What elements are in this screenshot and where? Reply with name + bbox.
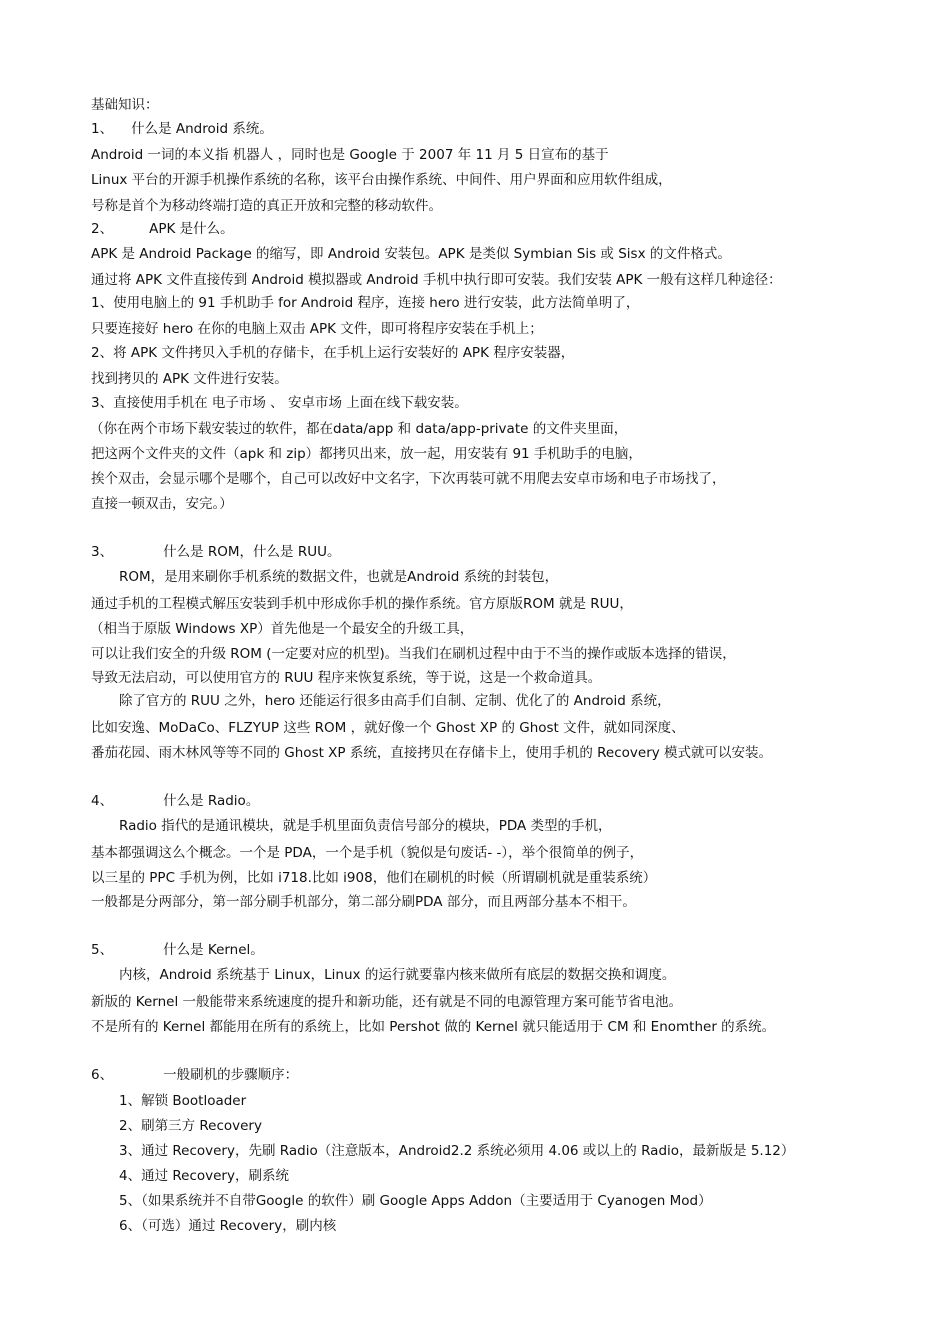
section-title-text: 一般刷机的步骤顺序： bbox=[163, 1067, 299, 1083]
section-number: 5、 bbox=[91, 942, 114, 958]
paragraph-line: 以三星的 PPC 手机为例，比如 i718.比如 i908，他们在刷机的时候（所谓刷机就是重装系统） bbox=[91, 870, 657, 886]
paragraph-line: 导致无法启动，可以使用官方的 RUU 程序来恢复系统，等于说，这是一个救命道具。 bbox=[91, 670, 602, 686]
paragraph-line: 可以让我们安全的升级 ROM (一定要对应的机型)。当我们在刷机过程中由于不当的操作或版本选择的错误， bbox=[91, 646, 736, 662]
section-3-title bbox=[91, 543, 340, 561]
section-title-text: 什么是 Kernel。 bbox=[163, 942, 264, 958]
paragraph-line: 除了官方的 RUU 之外，hero 还能运行很多由高手们自制、定制、优化了的 Android 系统， bbox=[119, 693, 671, 709]
paragraph-line: APK 是 Android Package 的缩写，即 Android 安装包。APK 是类似 Symbian Sis 或 Sisx 的文件格式。 bbox=[91, 246, 731, 262]
section-4-title bbox=[91, 792, 259, 810]
section-6-title bbox=[91, 1066, 298, 1084]
section-number: 2、 bbox=[91, 221, 114, 237]
step-item: 5、（如果系统并不自带Google 的软件）刷 Google Apps Addon（主要适用于 Cyanogen Mod） bbox=[119, 1193, 712, 1209]
paragraph-line: 直接一顿双击，安完。） bbox=[91, 496, 233, 512]
paragraph-line: 番茄花园、雨木林风等等不同的 Ghost XP 系统，直接拷贝在存储卡上，使用手机的 Recovery 模式就可以安装。 bbox=[91, 745, 773, 761]
paragraph-line: 不是所有的 Kernel 都能用在所有的系统上，比如 Pershot 做的 Kernel 就只能适用于 CM 和 Enomther 的系统。 bbox=[91, 1019, 776, 1035]
section-title-text: 什么是 Android 系统。 bbox=[131, 121, 273, 137]
section-5-title bbox=[91, 941, 264, 959]
paragraph-line: 把这两个文件夹的文件（apk 和 zip）都拷贝出来，放一起，用安装有 91 手机助手的电脑， bbox=[91, 446, 642, 462]
section-number: 6、 bbox=[91, 1067, 114, 1083]
section-title-text: 什么是 Radio。 bbox=[163, 793, 260, 809]
step-item: 4、通过 Recovery，刷系统 bbox=[119, 1168, 289, 1184]
paragraph-line: 通过手机的工程模式解压安装到手机中形成你手机的操作系统。官方原版ROM 就是 RUU， bbox=[91, 596, 633, 612]
section-1-title bbox=[91, 120, 273, 138]
doc-heading: 基础知识： bbox=[91, 97, 159, 113]
section-number: 1、 bbox=[91, 121, 114, 137]
paragraph-line: 3、直接使用手机在 电子市场 、 安卓市场 上面在线下载安装。 bbox=[91, 395, 468, 411]
paragraph-line: （你在两个市场下载安装过的软件，都在data/app 和 data/app-private 的文件夹里面， bbox=[90, 421, 628, 437]
paragraph-line: 新版的 Kernel 一般能带来系统速度的提升和新功能，还有就是不同的电源管理方案可能节省电池。 bbox=[91, 994, 682, 1010]
section-number: 4、 bbox=[91, 793, 114, 809]
step-item: 1、解锁 Bootloader bbox=[119, 1093, 247, 1109]
paragraph-line: 挨个双击，会显示哪个是哪个，自己可以改好中文名字，下次再装可就不用爬去安卓市场和电子市场找了， bbox=[91, 471, 726, 487]
step-item: 3、通过 Recovery，先刷 Radio（注意版本，Android2.2 系统必须用 4.06 或以上的 Radio，最新版是 5.12） bbox=[119, 1143, 795, 1159]
paragraph-line: 比如安逸、MoDaCo、FLZYUP 这些 ROM ，就好像一个 Ghost XP 的 Ghost 文件，就如同深度、 bbox=[91, 720, 685, 736]
paragraph-line: 2、将 APK 文件拷贝入手机的存储卡，在手机上运行安装好的 APK 程序安装器， bbox=[91, 345, 575, 361]
paragraph-line: 号称是首个为移动终端打造的真正开放和完整的移动软件。 bbox=[91, 198, 442, 214]
paragraph-line: Radio 指代的是通讯模块，就是手机里面负责信号部分的模块，PDA 类型的手机， bbox=[119, 818, 612, 834]
step-item: 6、（可选）通过 Recovery，刷内核 bbox=[119, 1218, 337, 1234]
paragraph-line: Android 一词的本义指 机器人 ，同时也是 Google 于 2007 年 11 月 5 日宣布的基于 bbox=[91, 147, 609, 163]
section-number: 3、 bbox=[91, 544, 114, 560]
section-title-text: APK 是什么。 bbox=[149, 221, 234, 237]
section-title-text: 什么是 ROM，什么是 RUU。 bbox=[163, 544, 341, 560]
paragraph-line: （相当于原版 Windows XP）首先他是一个最安全的升级工具， bbox=[90, 621, 474, 637]
paragraph-line: 基本都强调这么个概念。一个是 PDA，一个是手机（貌似是句废话- -），举个很简单的例子， bbox=[91, 845, 644, 861]
paragraph-line: 内核，Android 系统基于 Linux，Linux 的运行就要靠内核来做所有底层的数据交换和调度。 bbox=[119, 967, 676, 983]
paragraph-line: 1、使用电脑上的 91 手机助手 for Android 程序，连接 hero 进行安装，此方法简单明了， bbox=[91, 295, 640, 311]
paragraph-line: 找到拷贝的 APK 文件进行安装。 bbox=[91, 371, 288, 387]
paragraph-line: 通过将 APK 文件直接传到 Android 模拟器或 Android 手机中执行即可安装。我们安装 APK 一般有这样几种途径： bbox=[91, 272, 782, 288]
paragraph-line: ROM，是用来刷你手机系统的数据文件，也就是Android 系统的封装包， bbox=[119, 569, 559, 585]
paragraph-line: 一般都是分两部分，第一部分刷手机部分，第二部分刷PDA 部分，而且两部分基本不相干。 bbox=[91, 894, 636, 910]
paragraph-line: Linux 平台的开源手机操作系统的名称，该平台由操作系统、中间件、用户界面和应用软件组成， bbox=[91, 172, 672, 188]
paragraph-line: 只要连接好 hero 在你的电脑上双击 APK 文件，即可将程序安装在手机上； bbox=[91, 321, 543, 337]
step-item: 2、刷第三方 Recovery bbox=[119, 1118, 262, 1134]
section-2-title bbox=[91, 220, 234, 238]
